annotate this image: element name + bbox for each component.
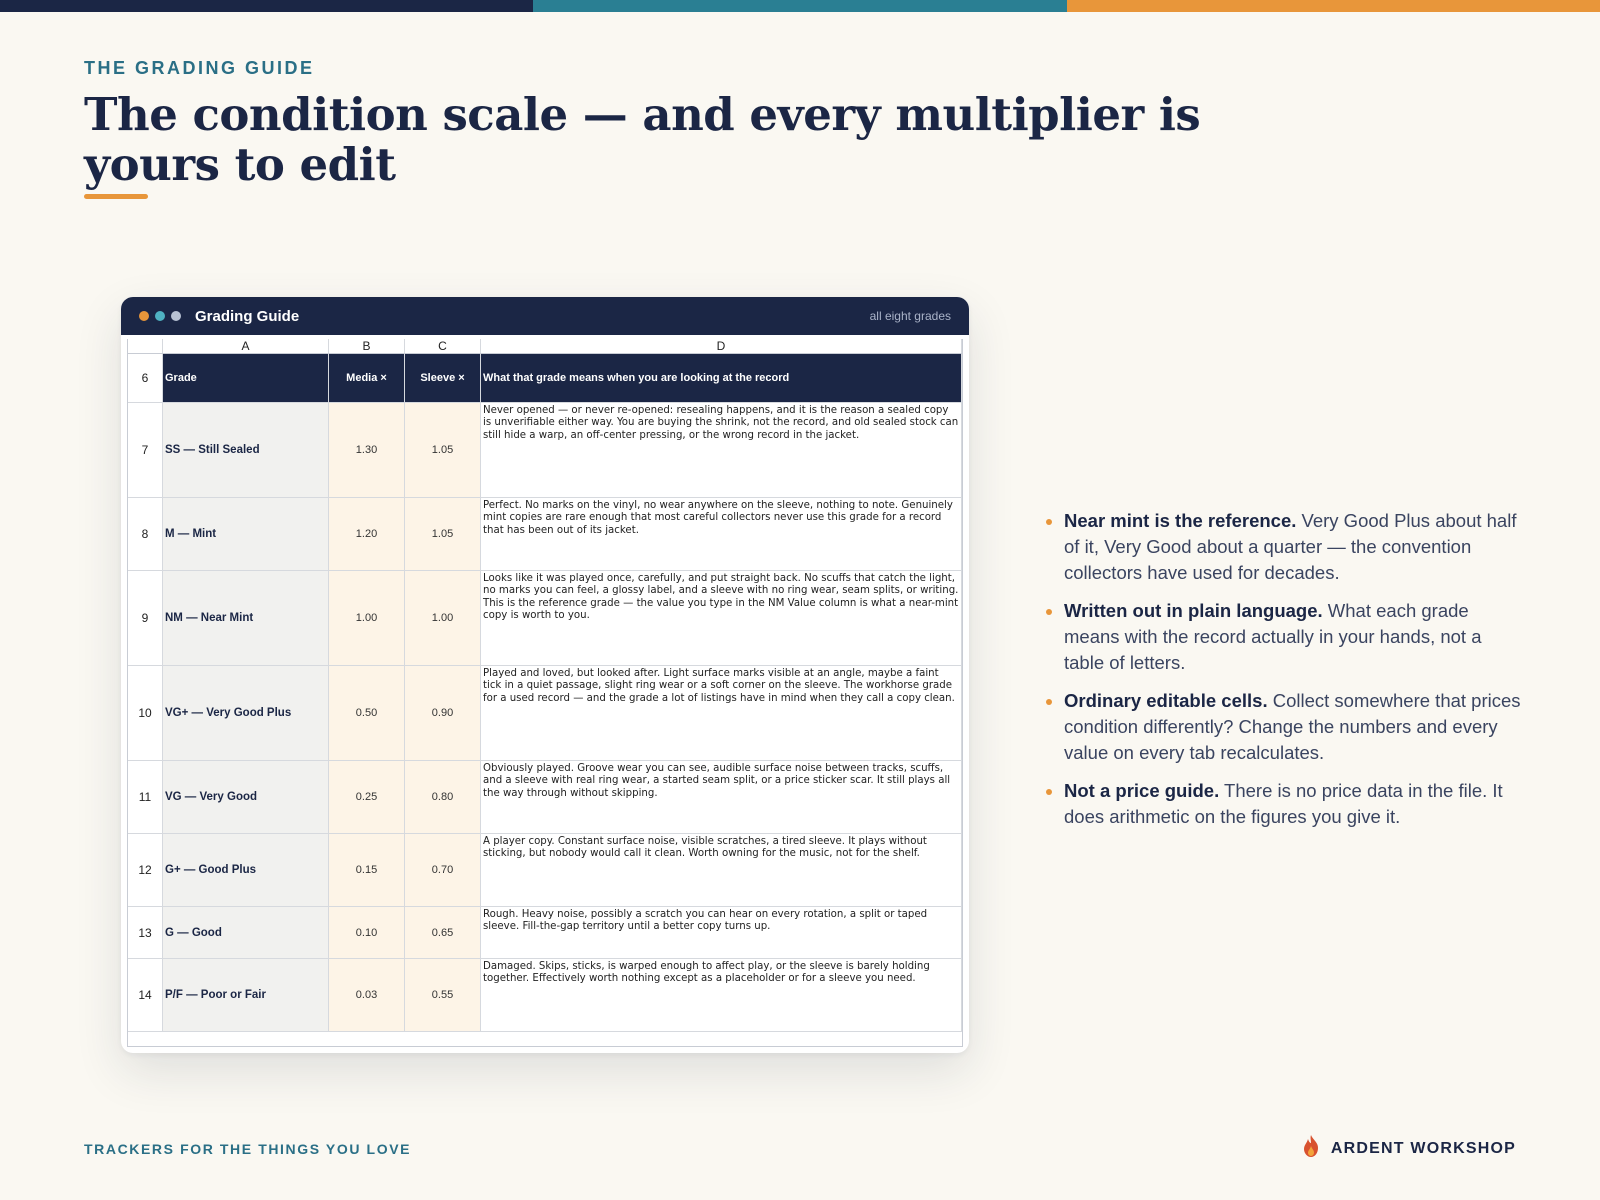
table-row xyxy=(128,666,962,761)
row-number[interactable]: 9 xyxy=(128,571,163,665)
spreadsheet-grid xyxy=(127,339,963,1047)
feature-text: Very Good Plus about half of it, Very Good about a quarter — the convention collectors have used for decades. xyxy=(1064,510,1517,583)
feature-item xyxy=(1046,508,1522,586)
top-accent-bar xyxy=(0,0,1600,12)
table-row xyxy=(128,403,962,498)
table-row xyxy=(128,834,962,907)
window-subtitle: all eight grades xyxy=(869,309,951,323)
table-row xyxy=(128,761,962,834)
accent-segment-navy xyxy=(0,0,533,12)
description-cell[interactable]: A player copy. Constant surface noise, visible scratches, a tired sleeve. It plays without sticking, but nobody would call it clean. Worth owning for the music, not for the shelf. xyxy=(481,834,962,906)
header-cell-media[interactable]: Media × xyxy=(329,354,405,402)
accent-segment-teal xyxy=(533,0,1066,12)
footer-tagline: TRACKERS FOR THE THINGS YOU LOVE xyxy=(84,1141,412,1157)
sleeve-multiplier-cell[interactable]: 1.05 xyxy=(405,403,481,497)
grade-cell[interactable]: VG+ — Very Good Plus xyxy=(163,666,329,760)
feature-list xyxy=(1046,508,1522,842)
grade-cell[interactable]: G+ — Good Plus xyxy=(163,834,329,906)
description-cell[interactable]: Perfect. No marks on the vinyl, no wear anywhere on the sleeve, nothing to note. Genuinely mint copies are rare enough that most careful collectors never use this grade for a record that has been out of its jacket. xyxy=(481,498,962,570)
row-number[interactable]: 7 xyxy=(128,403,163,497)
table-body xyxy=(128,403,962,1032)
sleeve-multiplier-cell[interactable]: 0.80 xyxy=(405,761,481,833)
row-number[interactable]: 12 xyxy=(128,834,163,906)
sleeve-multiplier-cell[interactable]: 0.55 xyxy=(405,959,481,1031)
description-cell[interactable]: Looks like it was played once, carefully, and put straight back. No scuffs that catch the light, no marks you can feel, a glossy label, and a sleeve with no ring wear, seam splits, or writing. This is the reference grade — the value you type in the NM Value column is what a near-mint copy is worth to you. xyxy=(481,571,962,665)
grade-cell[interactable]: G — Good xyxy=(163,907,329,958)
grade-cell[interactable]: M — Mint xyxy=(163,498,329,570)
feature-heading: Not a price guide. xyxy=(1064,780,1220,801)
sleeve-multiplier-cell[interactable]: 0.65 xyxy=(405,907,481,958)
row-number[interactable]: 10 xyxy=(128,666,163,760)
header-cell-description[interactable]: What that grade means when you are looking at the record xyxy=(481,354,962,402)
brand-name: ARDENT WORKSHOP xyxy=(1330,1139,1516,1157)
row-number[interactable]: 13 xyxy=(128,907,163,958)
row-number[interactable]: 8 xyxy=(128,498,163,570)
header-cell-sleeve[interactable]: Sleeve × xyxy=(405,354,481,402)
row-number[interactable]: 11 xyxy=(128,761,163,833)
feature-item xyxy=(1046,778,1522,830)
flame-icon xyxy=(1301,1134,1321,1163)
spreadsheet-window xyxy=(121,297,969,1053)
media-multiplier-cell[interactable]: 1.30 xyxy=(329,403,405,497)
grade-cell[interactable]: P/F — Poor or Fair xyxy=(163,959,329,1031)
window-titlebar xyxy=(121,297,969,335)
table-row xyxy=(128,571,962,666)
feature-heading: Ordinary editable cells. xyxy=(1064,690,1268,711)
feature-text: What each grade means with the record actually in your hands, not a table of letters. xyxy=(1064,600,1482,673)
media-multiplier-cell[interactable]: 0.10 xyxy=(329,907,405,958)
feature-text: Collect somewhere that prices condition differently? Change the numbers and every value on every tab recalculates. xyxy=(1064,690,1521,763)
corner-cell xyxy=(128,339,163,353)
feature-heading: Near mint is the reference. xyxy=(1064,510,1297,531)
sleeve-multiplier-cell[interactable]: 0.90 xyxy=(405,666,481,760)
description-cell[interactable]: Damaged. Skips, sticks, is warped enough to affect play, or the sleeve is barely holding together. Effectively worth nothing except as a placeholder or for a sleeve you need. xyxy=(481,959,962,1031)
grade-cell[interactable]: VG — Very Good xyxy=(163,761,329,833)
media-multiplier-cell[interactable]: 0.03 xyxy=(329,959,405,1031)
brand-lockup xyxy=(1301,1134,1516,1163)
media-multiplier-cell[interactable]: 0.50 xyxy=(329,666,405,760)
accent-segment-orange xyxy=(1067,0,1600,12)
column-header-d[interactable]: D xyxy=(481,339,962,353)
media-multiplier-cell[interactable]: 1.20 xyxy=(329,498,405,570)
table-row xyxy=(128,907,962,959)
window-dot-orange[interactable] xyxy=(139,311,149,321)
media-multiplier-cell[interactable]: 1.00 xyxy=(329,571,405,665)
sleeve-multiplier-cell[interactable]: 1.05 xyxy=(405,498,481,570)
sleeve-multiplier-cell[interactable]: 0.70 xyxy=(405,834,481,906)
column-header-b[interactable]: B xyxy=(329,339,405,353)
column-header-a[interactable]: A xyxy=(163,339,329,353)
grade-cell[interactable]: NM — Near Mint xyxy=(163,571,329,665)
column-header-c[interactable]: C xyxy=(405,339,481,353)
media-multiplier-cell[interactable]: 0.15 xyxy=(329,834,405,906)
sleeve-multiplier-cell[interactable]: 1.00 xyxy=(405,571,481,665)
title-underline xyxy=(84,194,148,199)
window-dot-teal[interactable] xyxy=(155,311,165,321)
window-dot-gray[interactable] xyxy=(171,311,181,321)
description-cell[interactable]: Never opened — or never re-opened: resealing happens, and it is the reason a sealed copy is unverifiable either way. You are buying the shrink, not the record, and old sealed stock can still hide a warp, an off-center pressing, or the wrong record in the jacket. xyxy=(481,403,962,497)
feature-heading: Written out in plain language. xyxy=(1064,600,1323,621)
row-number[interactable]: 14 xyxy=(128,959,163,1031)
feature-item xyxy=(1046,688,1522,766)
eyebrow-label: THE GRADING GUIDE xyxy=(84,58,315,78)
page-title: The condition scale — and every multiplier is yours to edit xyxy=(84,88,1201,191)
feature-text: There is no price data in the file. It does arithmetic on the figures you give it. xyxy=(1064,780,1503,827)
description-cell[interactable]: Obviously played. Groove wear you can see, audible surface noise between tracks, scuffs, and a sleeve with real ring wear, a started seam split, or a price sticker scar. It still plays all the way through without skipping. xyxy=(481,761,962,833)
column-header-row xyxy=(128,339,962,354)
description-cell[interactable]: Rough. Heavy noise, possibly a scratch you can hear on every rotation, a split or taped sleeve. Fill-the-gap territory until a better copy turns up. xyxy=(481,907,962,958)
grade-cell[interactable]: SS — Still Sealed xyxy=(163,403,329,497)
description-cell[interactable]: Played and loved, but looked after. Light surface marks visible at an angle, maybe a faint tick in a quiet passage, slight ring wear or a soft corner on the sleeve. The workhorse grade for a used record — and the grade a lot of listings have in mind when they call a copy clean. xyxy=(481,666,962,760)
feature-item xyxy=(1046,598,1522,676)
header-cell-grade[interactable]: Grade xyxy=(163,354,329,402)
table-row xyxy=(128,959,962,1032)
media-multiplier-cell[interactable]: 0.25 xyxy=(329,761,405,833)
row-number[interactable]: 6 xyxy=(128,354,163,402)
window-title: Grading Guide xyxy=(195,307,300,325)
table-row xyxy=(128,498,962,571)
table-header-row xyxy=(128,354,962,403)
